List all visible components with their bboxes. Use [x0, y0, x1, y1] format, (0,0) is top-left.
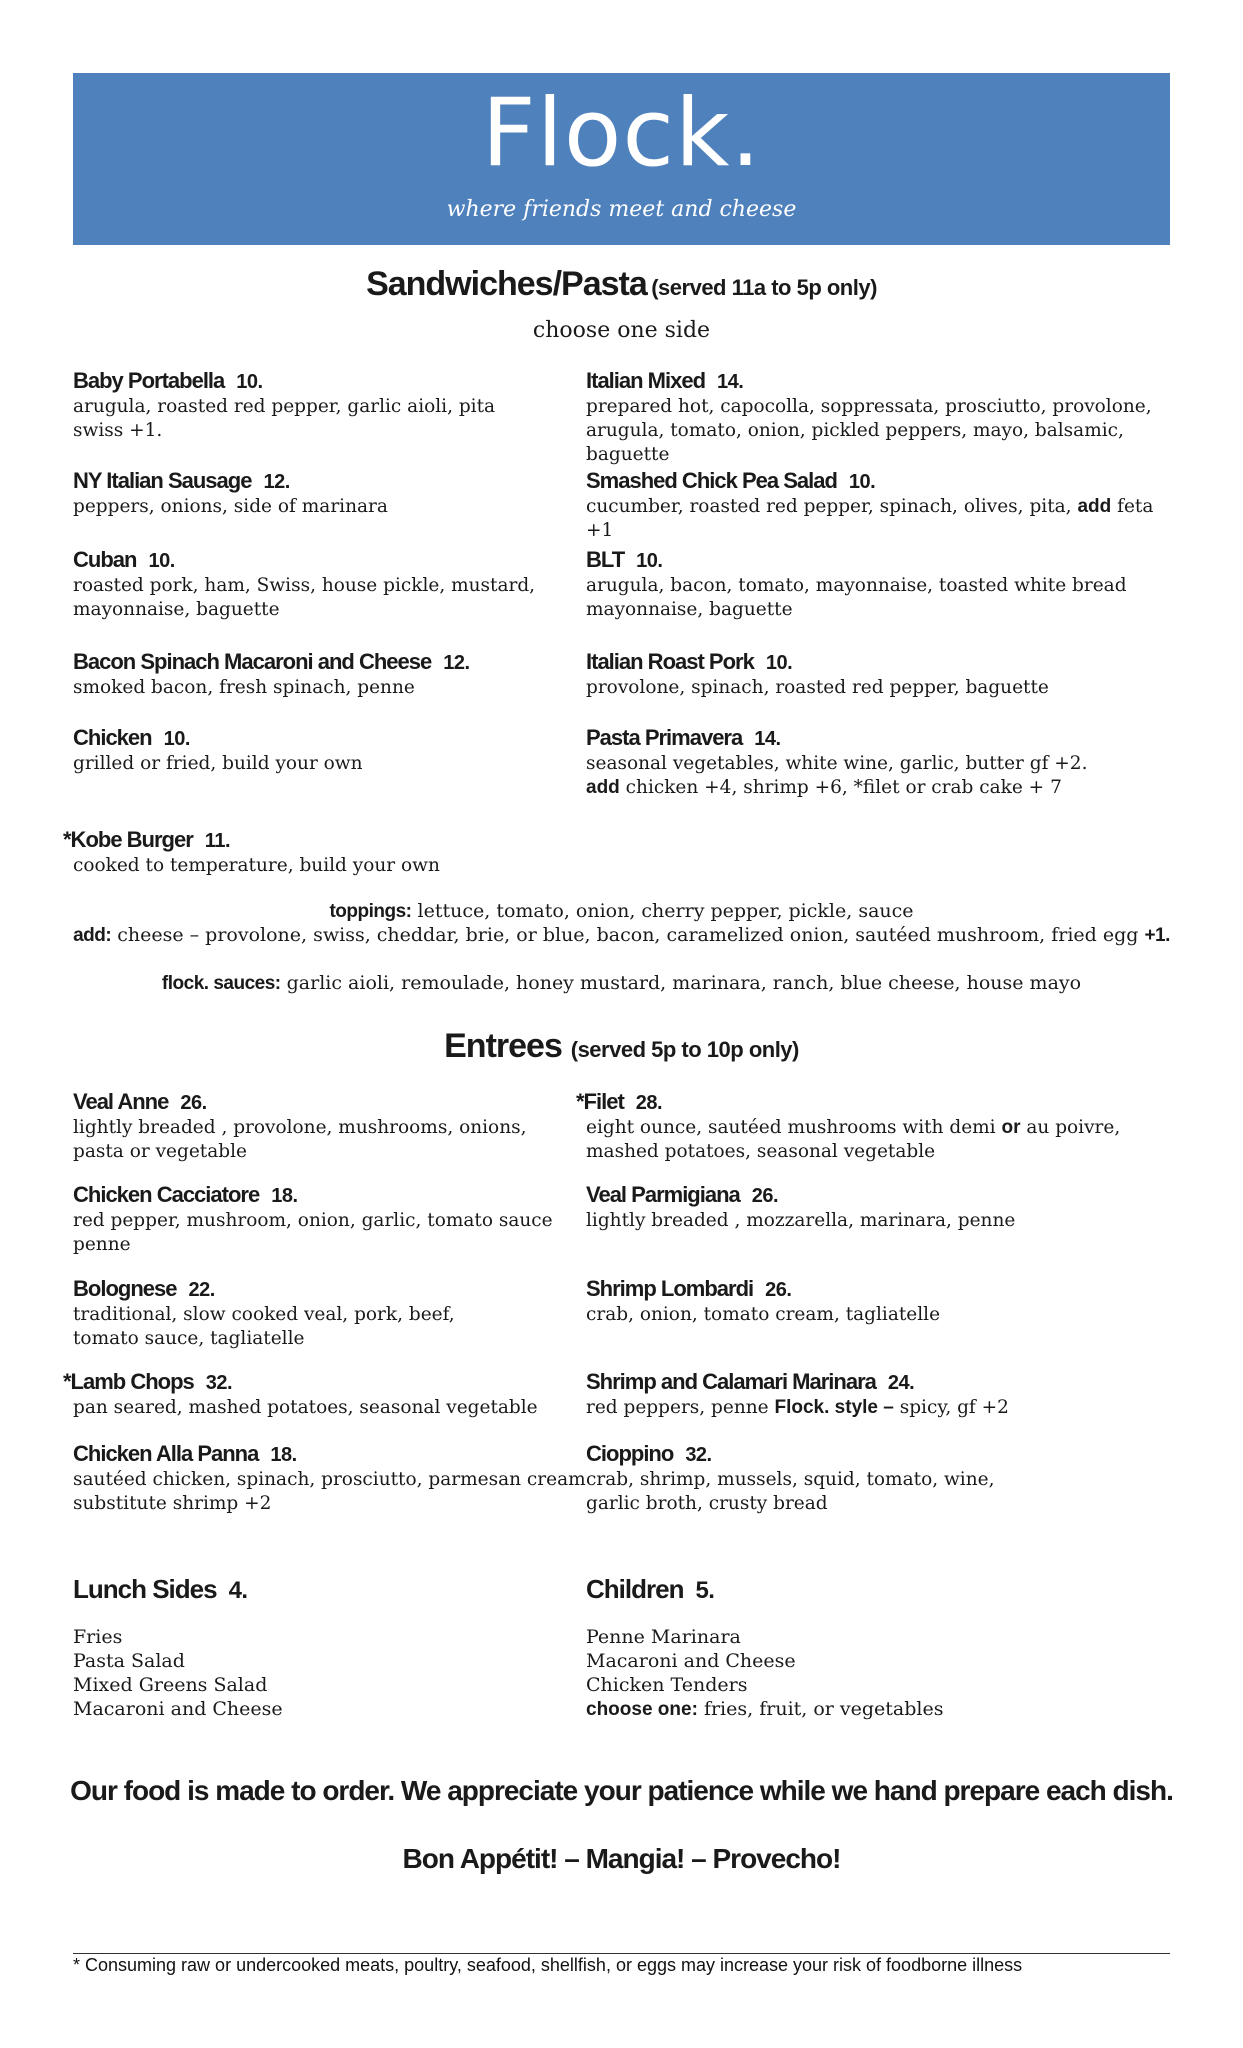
lunch-sides-section [73, 1575, 593, 1721]
item-desc: provolone, spinach, roasted red pepper, baguette [586, 677, 1049, 698]
sauces-line [0, 971, 1243, 996]
list-item: Penne Marinara [586, 1626, 741, 1648]
item-price: 12. [263, 471, 290, 493]
item-desc: lightly breaded , provolone, mushrooms, onions, [73, 1117, 527, 1138]
add-text: cheese – provolone, swiss, cheddar, brie, or blue, bacon, caramelized onion, sautéed mushroom, fried egg [111, 924, 1145, 946]
item-name: NY Italian Sausage [73, 468, 252, 493]
item-desc [576, 1116, 1186, 1140]
desc-text: eight ounce, sautéed mushrooms with demi [586, 1117, 1002, 1138]
item-desc: tomato sauce, tagliatelle [73, 1328, 305, 1349]
item-desc: pasta or vegetable [73, 1141, 247, 1162]
item-name: Smashed Chick Pea Salad [586, 468, 837, 493]
add-line [0, 923, 1243, 948]
item-desc: smoked bacon, fresh spinach, penne [73, 677, 415, 698]
item-price: 14. [717, 371, 744, 393]
sandwiches-note: choose one side [532, 318, 711, 343]
item-desc: mayonnaise, baguette [73, 599, 280, 620]
children-list [586, 1625, 1186, 1722]
item-price: 10. [765, 652, 793, 674]
lunch-sides-price: 4. [228, 1577, 248, 1604]
desc-text: au poivre, [1020, 1117, 1121, 1138]
menu-item [73, 1181, 593, 1257]
item-desc: arugula, bacon, tomato, mayonnaise, toasted white bread [586, 575, 1127, 596]
choose-text: fries, fruit, or vegetables [697, 1698, 944, 1720]
item-desc: roasted pork, ham, Swiss, house pickle, mustard, [73, 575, 536, 596]
desc-text: spicy, gf +2 [893, 1397, 1009, 1418]
item-desc: cooked to temperature, build your own [73, 855, 440, 876]
item-price: 10. [148, 550, 175, 572]
menu-item [586, 467, 1186, 543]
sauces-label: flock. sauces: [161, 973, 281, 994]
item-price: 11. [204, 830, 230, 852]
item-price: 14. [754, 728, 781, 750]
menu-item [586, 367, 1186, 467]
item-name: *Filet [576, 1089, 624, 1114]
item-desc: pan seared, mashed potatoes, seasonal vegetable [73, 1397, 538, 1418]
desc-text: feta +1 [586, 496, 1154, 541]
item-name: *Kobe Burger [63, 827, 193, 852]
item-price: 12. [443, 652, 470, 674]
item-name: Bacon Spinach Macaroni and Cheese [73, 649, 432, 674]
list-item: Fries [73, 1626, 123, 1648]
item-desc: traditional, slow cooked veal, pork, beef, [73, 1304, 455, 1325]
desc-bold: add [1077, 496, 1112, 517]
tagline: where friends meet and cheese [446, 197, 797, 222]
item-desc: swiss +1. [73, 420, 163, 441]
item-name: Baby Portabella [73, 368, 225, 393]
item-price: 22. [188, 1279, 215, 1301]
restaurant-logo: Flock. [481, 79, 762, 188]
item-desc: arugula, roasted red pepper, garlic aioli, pita [73, 396, 496, 417]
item-name: Chicken Alla Panna [73, 1441, 259, 1466]
item-desc: mayonnaise, baguette [586, 599, 793, 620]
menu-item [73, 1275, 593, 1351]
item-name: Shrimp Lombardi [586, 1276, 754, 1301]
menu-item [586, 648, 1186, 700]
item-name: Italian Roast Pork [586, 649, 754, 674]
item-name: Cioppino [586, 1441, 674, 1466]
menu-item [63, 826, 583, 878]
item-price: 26. [751, 1185, 779, 1207]
item-price: 10. [163, 728, 190, 750]
desc-bold: or [1001, 1117, 1021, 1138]
item-name: Pasta Primavera [586, 725, 743, 750]
desc-text: cucumber, roasted red pepper, spinach, olives, pita, [586, 496, 1078, 517]
add-label: add: [73, 925, 112, 946]
children-title: Children [586, 1574, 684, 1604]
desc-text: chicken +4, shrimp +6, *filet or crab cake + 7 [619, 777, 1062, 798]
menu-item [586, 546, 1186, 622]
sign-off: Bon Appétit! – Mangia! – Provecho! [402, 1843, 841, 1874]
sandwiches-title: Sandwiches/Pasta [366, 265, 647, 303]
list-item: Macaroni and Cheese [586, 1650, 796, 1672]
entrees-heading [0, 1027, 1243, 1066]
item-name: Veal Anne [73, 1089, 169, 1114]
item-desc: red pepper, mushroom, onion, garlic, tomato sauce [73, 1210, 553, 1231]
desc-bold: Flock. style – [774, 1397, 894, 1418]
menu-item [73, 1440, 593, 1516]
toppings-text: lettuce, tomato, onion, cherry pepper, pickle, sauce [411, 900, 914, 922]
children-price: 5. [695, 1577, 715, 1604]
item-desc: penne [73, 1234, 131, 1255]
item-name: Cuban [73, 547, 137, 572]
menu-item [576, 1088, 1186, 1164]
item-desc: lightly breaded , mozzarella, marinara, penne [586, 1210, 1016, 1231]
item-desc: mashed potatoes, seasonal vegetable [586, 1141, 936, 1162]
list-item: Chicken Tenders [586, 1674, 748, 1696]
item-desc: crab, shrimp, mussels, squid, tomato, wine, [586, 1469, 995, 1490]
item-price: 18. [270, 1444, 297, 1466]
item-price: 32. [205, 1372, 233, 1394]
desc-bold: add [586, 777, 620, 798]
item-name: *Lamb Chops [63, 1369, 194, 1394]
item-price: 10. [236, 371, 263, 393]
list-item: Pasta Salad [73, 1650, 185, 1672]
item-name: Shrimp and Calamari Marinara [586, 1369, 876, 1394]
sandwiches-heading [0, 265, 1243, 304]
menu-item [586, 1275, 1186, 1327]
menu-item [73, 1088, 593, 1164]
item-desc [586, 495, 1186, 543]
menu-item [586, 1368, 1186, 1420]
item-price: 24. [887, 1372, 915, 1394]
list-item: Macaroni and Cheese [73, 1698, 283, 1720]
foodborne-disclaimer: * Consuming raw or undercooked meats, poultry, seafood, shellfish, or eggs may increase your risk of foodborne illness [73, 1955, 1023, 1975]
item-desc: peppers, onions, side of marinara [73, 496, 388, 517]
item-price: 26. [765, 1279, 792, 1301]
menu-item [73, 546, 593, 622]
item-price: 26. [180, 1092, 207, 1114]
choose-label: choose one: [586, 1699, 698, 1720]
menu-item [73, 648, 593, 700]
item-name: Italian Mixed [586, 368, 706, 393]
item-price: 32. [685, 1444, 712, 1466]
menu-item [73, 367, 593, 443]
item-name: Chicken Cacciatore [73, 1182, 260, 1207]
toppings-line [0, 899, 1243, 924]
children-section [586, 1575, 1186, 1722]
item-desc [586, 776, 1186, 800]
item-name: BLT [586, 547, 625, 572]
menu-item [586, 1181, 1186, 1233]
footer-divider [73, 1953, 1170, 1954]
entrees-hours: (served 5p to 10p only) [570, 1037, 799, 1062]
item-desc: grilled or fried, build your own [73, 753, 363, 774]
sauces-text: garlic aioli, remoulade, honey mustard, marinara, ranch, blue cheese, house mayo [280, 972, 1082, 994]
made-to-order-note: Our food is made to order. We appreciate your patience while we hand prepare each dish. [70, 1775, 1173, 1806]
item-name: Chicken [73, 725, 152, 750]
item-name: Bolognese [73, 1276, 177, 1301]
item-price: 18. [271, 1185, 298, 1207]
item-desc: crab, onion, tomato cream, tagliatelle [586, 1304, 941, 1325]
lunch-sides-list [73, 1625, 593, 1721]
list-item: Mixed Greens Salad [73, 1674, 268, 1696]
item-price: 28. [635, 1092, 663, 1114]
item-desc: prepared hot, capocolla, soppressata, prosciutto, provolone, [586, 396, 1152, 417]
menu-item [586, 1440, 1186, 1516]
item-price: 10. [636, 550, 663, 572]
item-desc: substitute shrimp +2 [73, 1493, 272, 1514]
item-desc: arugula, tomato, onion, pickled peppers, mayo, balsamic, baguette [586, 420, 1124, 465]
menu-item [586, 724, 1186, 800]
item-desc [586, 1396, 1186, 1420]
item-desc: garlic broth, crusty bread [586, 1493, 828, 1514]
item-desc: sautéed chicken, spinach, prosciutto, parmesan cream [73, 1469, 586, 1490]
item-desc: seasonal vegetables, white wine, garlic, butter gf +2. [586, 753, 1088, 774]
menu-item [63, 1368, 583, 1420]
menu-item [73, 467, 593, 519]
entrees-title: Entrees [444, 1027, 562, 1065]
sandwiches-hours: (served 11a to 5p only) [651, 275, 877, 300]
add-price: +1. [1144, 925, 1170, 946]
desc-text: red peppers, penne [586, 1397, 775, 1418]
list-item [586, 1697, 1186, 1722]
item-price: 10. [848, 471, 876, 493]
menu-item [73, 724, 593, 776]
item-name: Veal Parmigiana [586, 1182, 740, 1207]
toppings-label: toppings: [329, 901, 412, 922]
lunch-sides-title: Lunch Sides [73, 1574, 217, 1604]
header-banner [73, 73, 1170, 245]
